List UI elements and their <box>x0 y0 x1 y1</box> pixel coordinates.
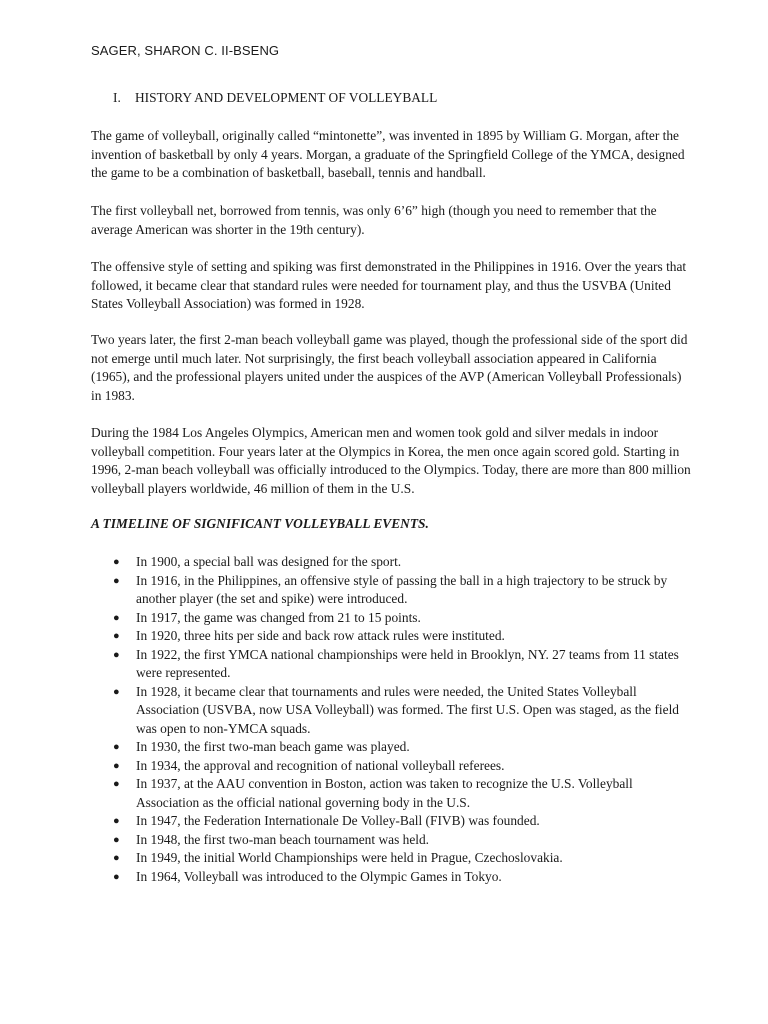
paragraph-olympics: During the 1984 Los Angeles Olympics, American men and women took gold and silver medals in indoor volleyball competition. Four years later at the Olympics in Korea, the men once again scored gold. Starting in 1996, 2-man beach volleyball was officially introduced to the Olympics. Today, there are more than 800 million volleyball players worldwide, 46 million of them in the U.S. <box>91 425 691 496</box>
list-item <box>91 775 691 812</box>
list-item <box>91 627 691 646</box>
paragraph-offense: The offensive style of setting and spiking was first demonstrated in the Philippines in 1916. Over the years that followed, it became clear that standard rules were needed for tournament play, and thus the USVBA (United States Volleyball Association) was formed in 1928. <box>91 259 687 311</box>
list-item <box>91 831 691 850</box>
list-item <box>91 609 691 628</box>
list-item <box>91 572 691 609</box>
bullet-icon: ● <box>113 778 120 790</box>
list-item <box>91 849 691 868</box>
list-item <box>91 812 691 831</box>
list-item <box>91 646 691 683</box>
list-item-text: In 1900, a special ball was designed for the sport. <box>136 554 402 569</box>
list-item-text: In 1930, the first two-man beach game was played. <box>136 739 410 754</box>
bullet-icon: ● <box>113 815 120 827</box>
list-item-text: In 1928, it became clear that tournaments and rules were needed, the United States Volleyball Association (USVBA, now USA Volleyball) was formed. The first U.S. Open was staged, as the field was open to non-YMCA squads. <box>136 683 679 736</box>
bullet-icon: ● <box>113 852 120 864</box>
list-item <box>91 738 691 757</box>
list-item <box>91 868 691 887</box>
list-item-text: In 1920, three hits per side and back row attack rules were instituted. <box>136 628 505 643</box>
bullet-icon: ● <box>113 685 120 698</box>
list-item-text: In 1922, the first YMCA national championships were held in Brooklyn, NY. 27 teams from 11 states were represented. <box>136 646 679 680</box>
timeline-list <box>91 553 691 886</box>
bullet-icon: ● <box>113 759 120 772</box>
list-item-text: In 1916, in the Philippines, an offensive style of passing the ball in a high trajectory to be struck by another player (the set and spike) were introduced. <box>136 572 668 606</box>
section-title: HISTORY AND DEVELOPMENT OF VOLLEYBALL <box>135 90 438 105</box>
bullet-icon: ● <box>113 648 120 661</box>
bullet-icon: ● <box>113 611 120 624</box>
bullet-icon: ● <box>113 833 120 846</box>
timeline-title: A TIMELINE OF SIGNIFICANT VOLLEYBALL EVENTS. <box>91 516 429 531</box>
bullet-icon: ● <box>113 870 120 883</box>
list-item <box>91 757 691 776</box>
paragraph-beach: Two years later, the first 2-man beach volleyball game was played, though the professional side of the sport did not emerge until much later. Not surprisingly, the first beach volleyball association appeared in California (1965), and the professional players united under the auspices of the AVP (American Volleyball Professionals) in 1983. <box>91 332 688 403</box>
paragraph-origin: The game of volleyball, originally called “mintonette”, was invented in 1895 by William G. Morgan, after the invention of basketball by only 4 years. Morgan, a graduate of the Springfield College of the YMCA, designed the game to be a combination of basketball, baseball, tennis and handball. <box>91 128 685 180</box>
list-item-text: In 1947, the Federation Internationale De Volley-Ball (FIVB) was founded. <box>136 813 540 828</box>
list-item-text: In 1948, the first two-man beach tournament was held. <box>136 831 430 847</box>
bullet-icon: ● <box>113 574 120 587</box>
bullet-icon: ● <box>113 556 120 568</box>
list-item-text: In 1917, the game was changed from 21 to 15 points. <box>136 609 421 625</box>
list-item-text: In 1964, Volleyball was introduced to the Olympic Games in Tokyo. <box>136 868 502 884</box>
list-item-text: In 1937, at the AAU convention in Boston, action was taken to recognize the U.S. Volleyball Association as the official national governing body in the U.S. <box>136 776 633 810</box>
list-item-text: In 1934, the approval and recognition of national volleyball referees. <box>136 757 505 773</box>
author-line: SAGER, SHARON C. II-BSENG <box>91 43 280 58</box>
section-heading <box>91 90 437 106</box>
list-item-text: In 1949, the initial World Championships were held in Prague, Czechoslovakia. <box>136 850 563 865</box>
section-number: I. <box>113 90 121 105</box>
paragraph-net: The first volleyball net, borrowed from tennis, was only 6’6” high (though you need to remember that the average American was shorter in the 19th century). <box>91 203 657 237</box>
list-item <box>91 683 691 739</box>
bullet-icon: ● <box>113 741 120 753</box>
list-item <box>91 553 691 572</box>
bullet-icon: ● <box>113 630 120 642</box>
